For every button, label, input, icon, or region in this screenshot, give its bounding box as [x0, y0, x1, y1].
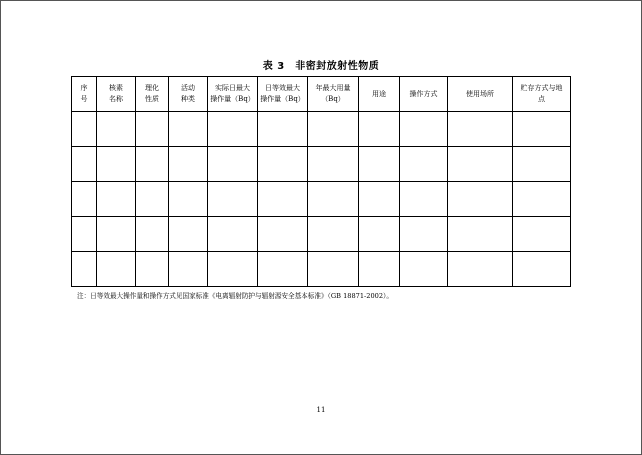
table-cell [513, 217, 571, 252]
table-cell [208, 147, 258, 182]
table-cell [258, 252, 308, 287]
col-header-operation-mode: 操作方式 [400, 77, 448, 112]
table-cell [97, 147, 136, 182]
table-cell [136, 147, 169, 182]
table-cell [208, 217, 258, 252]
col-header-activity-type: 活动 种类 [169, 77, 208, 112]
table-cell [513, 252, 571, 287]
table-cell [136, 252, 169, 287]
table-cell [308, 147, 359, 182]
table-cell [208, 182, 258, 217]
table-cell [72, 217, 97, 252]
table-cell [359, 252, 400, 287]
col-header-daily-equivalent-max: 日等效最大 操作量（Bq） [258, 77, 308, 112]
table-cell [72, 147, 97, 182]
table-cell [400, 182, 448, 217]
table-cell [72, 252, 97, 287]
table-cell [400, 112, 448, 147]
table-row [72, 217, 571, 252]
table-cell [169, 147, 208, 182]
table-cell [400, 217, 448, 252]
col-header-usage-site: 使用场所 [448, 77, 513, 112]
table-cell [400, 147, 448, 182]
table-cell [359, 112, 400, 147]
table-row [72, 182, 571, 217]
table-cell [97, 217, 136, 252]
table-cell [97, 112, 136, 147]
table-cell [448, 112, 513, 147]
table-cell [258, 217, 308, 252]
table-cell [513, 147, 571, 182]
table-cell [136, 182, 169, 217]
table-row [72, 252, 571, 287]
table-note: 注：日等效最大操作量和操作方式见国家标准《电离辐射防护与辐射源安全基本标准》（GB 18871-2002）。 [77, 292, 393, 300]
table-cell [308, 112, 359, 147]
table-cell [169, 182, 208, 217]
col-header-actual-daily-max: 实际日最大 操作量（Bq） [208, 77, 258, 112]
table-title: 表 3 非密封放射性物质 [262, 61, 380, 72]
table-row [72, 112, 571, 147]
data-table [71, 76, 571, 287]
table-cell [136, 112, 169, 147]
table-cell [448, 147, 513, 182]
page-number: 11 [316, 406, 326, 414]
table-cell [258, 112, 308, 147]
table-cell [308, 217, 359, 252]
table-cell [97, 182, 136, 217]
col-header-nuclide-name: 核素 名称 [97, 77, 136, 112]
col-header-physical-chemical-properties: 理化 性质 [136, 77, 169, 112]
table-cell [208, 112, 258, 147]
col-header-annual-max-usage: 年最大用量 （Bq） [308, 77, 359, 112]
table-cell [359, 182, 400, 217]
table-cell [359, 147, 400, 182]
table-cell [258, 147, 308, 182]
header-row [72, 77, 571, 112]
table-cell [72, 182, 97, 217]
col-header-serial: 序 号 [72, 77, 97, 112]
col-header-storage: 贮存方式与地 点 [513, 77, 571, 112]
table-cell [208, 252, 258, 287]
table-cell [448, 217, 513, 252]
table-cell [136, 217, 169, 252]
table-cell [308, 182, 359, 217]
col-header-purpose: 用途 [359, 77, 400, 112]
table-cell [72, 112, 97, 147]
table-cell [169, 217, 208, 252]
table-cell [169, 112, 208, 147]
table-cell [97, 252, 136, 287]
table-cell [448, 252, 513, 287]
table-cell [400, 252, 448, 287]
table-cell [308, 252, 359, 287]
table-cell [258, 182, 308, 217]
table-cell [448, 182, 513, 217]
table-cell [513, 112, 571, 147]
table-row [72, 147, 571, 182]
table-cell [169, 252, 208, 287]
table-cell [513, 182, 571, 217]
table-cell [359, 217, 400, 252]
table-body [72, 112, 571, 287]
